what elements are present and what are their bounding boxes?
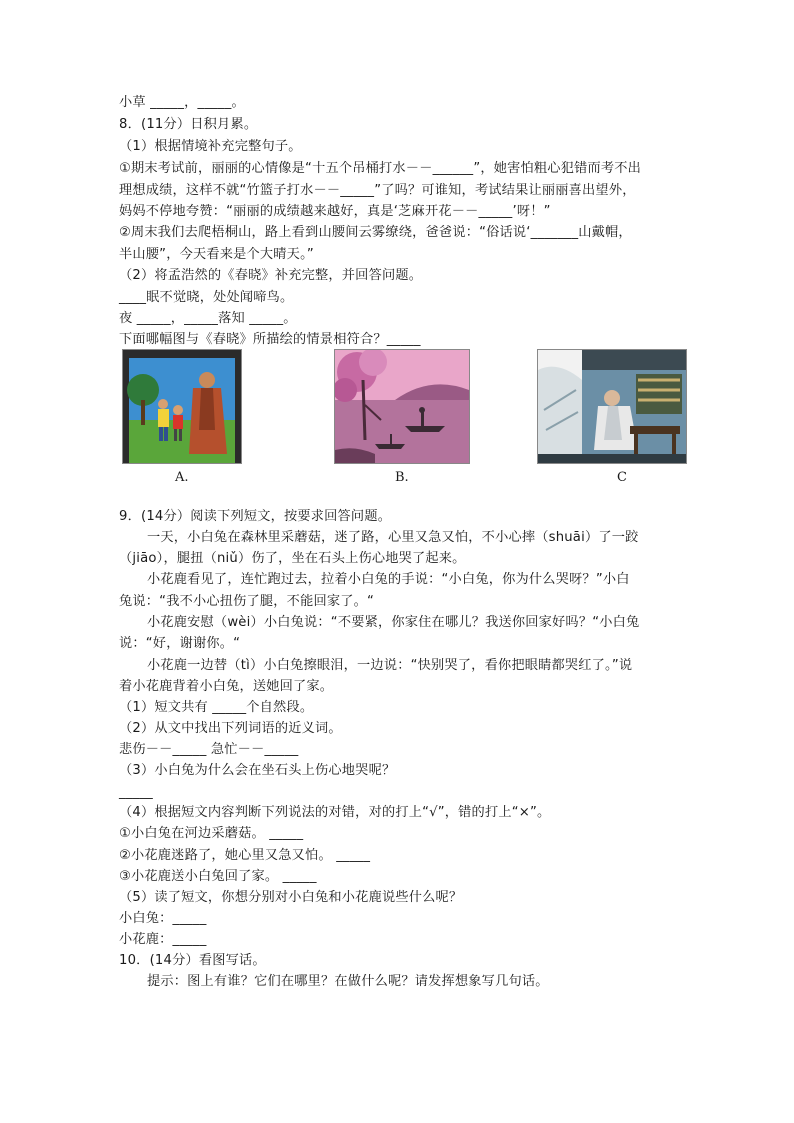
passage-paragraph-1: 一天，小白兔在森林里采蘑菇，迷了路，心里又急又怕，不小心摔（shuāi）了一跤 xyxy=(147,530,639,545)
passage-paragraph-1-cont: （jiāo），腿扭（niǔ）伤了，坐在石头上伤心地哭了起来。 xyxy=(119,551,466,566)
q8-heading: 8．(11分）日积月累。 xyxy=(119,117,258,132)
figure-a xyxy=(122,349,242,464)
figure-a-label: A. xyxy=(175,470,189,485)
q9-part4-item-1: ①小白兔在河边采蘑菇。 _____ xyxy=(119,826,304,841)
q8-picture-question: 下面哪幅图与《春晓》所描绘的情景相符合？_____ xyxy=(119,332,421,347)
q9-part2-answers: 悲伤－－_____ 急忙－－_____ xyxy=(119,742,299,757)
q9-part2: （2）从文中找出下列词语的近义词。 xyxy=(119,721,342,736)
passage-paragraph-3-cont: 说：“好，谢谢你。“ xyxy=(119,636,241,651)
q9-part5: （5）读了短文，你想分别对小白兔和小花鹿说些什么呢？ xyxy=(119,890,463,905)
q8-part1-line: 妈妈不停地夸赞：“丽丽的成绩越来越好，真是‘芝麻开花－－_____’呀！” xyxy=(119,204,551,219)
q8-part1-heading: （1）根据情境补充完整句子。 xyxy=(119,139,302,154)
q9-part4-item-3: ③小花鹿送小白兔回了家。 _____ xyxy=(119,869,317,884)
q9-part4: （4）根据短文内容判断下列说法的对错，对的打上“√”，错的打上“×”。 xyxy=(119,805,551,820)
q9-part5-rabbit-answer: 小白兔：_____ xyxy=(119,911,207,926)
figure-c-label: C xyxy=(617,470,627,485)
poem-line-1: ____眠不觉晓，处处闻啼鸟。 xyxy=(119,290,294,305)
q8-part1-line: 半山腰”，今天看来是个大晴天。” xyxy=(119,247,314,262)
q9-part4-item-2: ②小花鹿迷路了，她心里又急又怕。 _____ xyxy=(119,848,371,863)
passage-paragraph-2-cont: 兔说：“我不小心扭伤了腿，不能回家了。“ xyxy=(119,594,375,609)
illustration-boats-on-lake-blossoms-icon xyxy=(335,350,469,463)
poem-line-2: 夜 _____，_____落知 _____。 xyxy=(119,311,297,326)
passage-paragraph-3: 小花鹿安慰（wèi）小白兔说：“不要紧，你家住在哪儿？我送你回家好吗？“小白兔 xyxy=(147,615,640,630)
q8-part1-line: ②周末我们去爬梧桐山，路上看到山腰间云雾缭绕，爸爸说：“俗话说‘_______山戴帽， xyxy=(119,225,632,240)
passage-paragraph-4-cont: 着小花鹿背着小白兔，送她回了家。 xyxy=(119,679,334,694)
q8-part1-line: 理想成绩，这样不就“竹篮子打水－－_____”了吗？可谁知，考试结果让丽丽喜出望外， xyxy=(119,183,636,198)
passage-paragraph-4: 小花鹿一边替（tì）小白兔擦眼泪，一边说：“快别哭了，看你把眼睛都哭红了。”说 xyxy=(147,658,633,673)
figure-c xyxy=(537,349,687,464)
q9-part5-deer-answer: 小花鹿：_____ xyxy=(119,932,207,947)
q8-part2-heading: （2）将孟浩然的《春晓》补充完整，并回答问题。 xyxy=(119,268,423,283)
illustration-scholar-by-window-icon xyxy=(538,350,686,463)
q9-heading: 9．(14分）阅读下列短文，按要求回答问题。 xyxy=(119,509,392,524)
q8-part1-line: ①期末考试前，丽丽的心情像是“十五个吊桶打水－－______”，她害怕粗心犯错而考不出 xyxy=(119,161,642,176)
figure-b xyxy=(334,349,470,464)
q9-part3: （3）小白兔为什么会在坐石头上伤心地哭呢？ xyxy=(119,763,396,778)
passage-paragraph-2: 小花鹿看见了，连忙跑过去，拉着小白兔的手说：“小白兔，你为什么哭呀？”小白 xyxy=(147,572,630,587)
q7-answer-line: 小草 _____，_____。 xyxy=(119,95,245,110)
q10-hint: 提示：图上有谁？它们在哪里？在做什么呢？请发挥想象写几句话。 xyxy=(147,974,549,989)
q9-part1: （1）短文共有 _____个自然段。 xyxy=(119,700,314,715)
q10-heading: 10．(14分）看图写话。 xyxy=(119,953,266,968)
illustration-children-and-adult-icon xyxy=(123,350,241,463)
q9-part3-answer: _____ xyxy=(119,785,153,800)
figure-b-label: B. xyxy=(395,470,409,485)
